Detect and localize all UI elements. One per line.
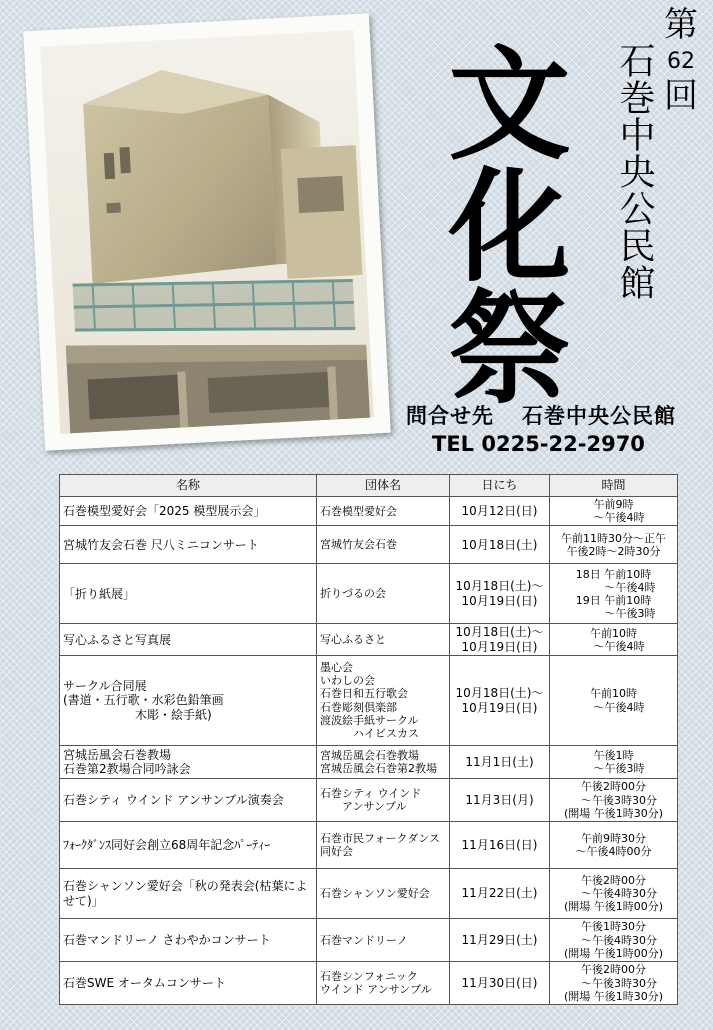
event-group-cell — [317, 962, 450, 1005]
contact-name: 石巻中央公民館 — [522, 404, 676, 428]
event-group-cell — [317, 497, 450, 526]
header-group: 団体名 — [317, 475, 450, 497]
building-photo — [40, 30, 374, 434]
event-group: 折りづるの会 — [320, 587, 386, 601]
event-time-cell — [550, 624, 678, 656]
event-name-cell — [60, 779, 317, 822]
event-time: 午前11時30分～正午 午後2時～2時30分 — [561, 531, 666, 558]
table-row — [60, 919, 678, 962]
event-time-cell — [550, 869, 678, 919]
table-row — [60, 564, 678, 624]
event-group: 石巻シティ ウインド アンサンブル — [320, 786, 422, 814]
event-name: ﾌｫｰｸﾀﾞﾝｽ同好会創立68周年記念ﾊﾟｰﾃｨｰ — [63, 837, 271, 852]
event-name: 石巻シャンソン愛好会「秋の発表会(枯葉によせて)」 — [63, 879, 308, 908]
header-date: 日にち — [450, 475, 550, 497]
event-date: 11月29日(土) — [461, 932, 538, 947]
event-name: 石巻マンドリーノ さわやかコンサート — [63, 932, 271, 947]
table-row — [60, 822, 678, 869]
event-date-cell — [450, 656, 550, 746]
event-time: 午前9時30分 ～午後4時00分 — [575, 831, 652, 859]
event-name-cell — [60, 564, 317, 624]
event-name-cell — [60, 919, 317, 962]
table-row — [60, 526, 678, 564]
event-time: 午後1時 ～午後3時 — [593, 748, 645, 776]
event-group: 石巻シンフォニック ウインド アンサンブル — [320, 969, 432, 997]
event-date-cell — [450, 746, 550, 779]
event-date-cell — [450, 497, 550, 526]
event-group-cell — [317, 822, 450, 869]
event-group: 石巻模型愛好会 — [320, 504, 397, 518]
event-time: 18日 午前10時 ～午後4時 19日 午前10時 ～午後3時 — [575, 567, 656, 621]
event-name-cell — [60, 869, 317, 919]
table-row — [60, 746, 678, 779]
event-name: 宮城竹友会石巻 尺八ミニコンサート — [63, 537, 259, 552]
contact-tel: TEL 0225-22-2970 — [432, 432, 645, 456]
edition-number: 62 — [667, 48, 695, 74]
festival-title: 文化祭 — [428, 40, 570, 406]
event-group-cell — [317, 526, 450, 564]
event-date-cell — [450, 779, 550, 822]
event-group: 宮城岳風会石巻教場 宮城岳風会石巻第2教場 — [320, 748, 437, 776]
edition-prefix: 第 — [664, 5, 698, 45]
event-name-cell — [60, 746, 317, 779]
edition-marker — [664, 5, 698, 116]
event-group-cell — [317, 919, 450, 962]
event-name: 石巻模型愛好会「2025 模型展示会」 — [63, 503, 266, 518]
event-date-cell — [450, 564, 550, 624]
event-time-cell — [550, 822, 678, 869]
event-date-cell — [450, 919, 550, 962]
event-time: 午後1時30分 ～午後4時30分 (開場 午後1時00分) — [563, 920, 664, 960]
event-name-cell — [60, 822, 317, 869]
hall-name: 石巻中央公民館 — [614, 42, 655, 301]
event-group: 墨心会 いわしの会 石巻日和五行歌会 石巻彫刻倶楽部 渡波絵手紙サークル ハイビスカス — [320, 661, 419, 741]
table-header-row — [60, 475, 678, 497]
event-date: 11月1日(土) — [465, 754, 534, 769]
event-group: 石巻シャンソン愛好会 — [320, 887, 430, 901]
event-name-cell — [60, 526, 317, 564]
table-row — [60, 962, 678, 1005]
event-group: 宮城竹友会石巻 — [320, 538, 397, 552]
event-time: 午前10時 ～午後4時 — [590, 687, 645, 714]
event-group-cell — [317, 624, 450, 656]
event-date: 10月18日(土)～ 10月19日(日) — [455, 686, 544, 715]
event-date: 11月3日(月) — [465, 792, 534, 807]
event-date: 11月22日(土) — [461, 886, 538, 901]
event-group-cell — [317, 746, 450, 779]
event-date: 10月18日(土)～ 10月19日(日) — [455, 579, 544, 608]
event-time-cell — [550, 962, 678, 1005]
contact-line — [406, 400, 676, 430]
event-date-cell — [450, 526, 550, 564]
event-time: 午前10時 ～午後4時 — [590, 626, 645, 653]
event-name: 宮城岳風会石巻教場 石巻第2教場合同吟詠会 — [63, 747, 191, 777]
events-table — [59, 474, 678, 1005]
event-date-cell — [450, 624, 550, 656]
event-date-cell — [450, 822, 550, 869]
event-group-cell — [317, 869, 450, 919]
event-time: 午後2時00分 ～午後3時30分 (開場 午後1時30分) — [563, 963, 664, 1003]
edition-suffix: 回 — [664, 75, 698, 116]
event-date: 10月12日(日) — [461, 503, 538, 518]
table-row — [60, 497, 678, 526]
event-name: 写心ふるさと写真展 — [63, 632, 172, 647]
events-table-body — [60, 497, 678, 1005]
event-time-cell — [550, 746, 678, 779]
table-row — [60, 624, 678, 656]
event-name-cell — [60, 656, 317, 746]
event-name-cell — [60, 497, 317, 526]
event-name-cell — [60, 624, 317, 656]
event-date: 11月16日(日) — [461, 837, 538, 852]
event-time: 午後2時00分 ～午後4時30分 (開場 午後1時00分) — [563, 873, 664, 914]
event-time: 午前9時 ～午後4時 — [593, 498, 645, 525]
event-time-cell — [550, 564, 678, 624]
event-group: 石巻市民フォークダンス 同好会 — [320, 831, 441, 859]
event-group: 石巻マンドリーノ — [320, 933, 408, 947]
event-group-cell — [317, 656, 450, 746]
event-date-cell — [450, 962, 550, 1005]
event-group: 写心ふるさと — [320, 633, 386, 647]
event-date: 10月18日(土)～ 10月19日(日) — [455, 625, 544, 654]
header-name: 名称 — [60, 475, 317, 497]
event-date: 11月30日(日) — [461, 975, 538, 990]
event-time-cell — [550, 779, 678, 822]
event-name: サークル合同展 (書道・五行歌・水彩色鉛筆画 木彫・絵手紙) — [63, 679, 224, 722]
event-time-cell — [550, 919, 678, 962]
event-date-cell — [450, 869, 550, 919]
header-time: 時間 — [550, 475, 678, 497]
event-name-cell — [60, 962, 317, 1005]
event-time-cell — [550, 656, 678, 746]
event-name: 石巻SWE オータムコンサート — [63, 975, 226, 990]
event-time-cell — [550, 526, 678, 564]
event-date: 10月18日(土) — [461, 537, 538, 552]
event-group-cell — [317, 779, 450, 822]
event-time-cell — [550, 497, 678, 526]
event-name: 「折り紙展」 — [63, 586, 136, 601]
event-time: 午後2時00分 ～午後3時30分 (開場 午後1時30分) — [563, 780, 664, 820]
table-row — [60, 656, 678, 746]
event-name: 石巻シティ ウインド アンサンブル演奏会 — [63, 792, 284, 807]
event-group-cell — [317, 564, 450, 624]
table-row — [60, 869, 678, 919]
contact-label: 問合せ先 — [406, 404, 494, 428]
table-row — [60, 779, 678, 822]
building-photo-frame — [23, 13, 391, 451]
